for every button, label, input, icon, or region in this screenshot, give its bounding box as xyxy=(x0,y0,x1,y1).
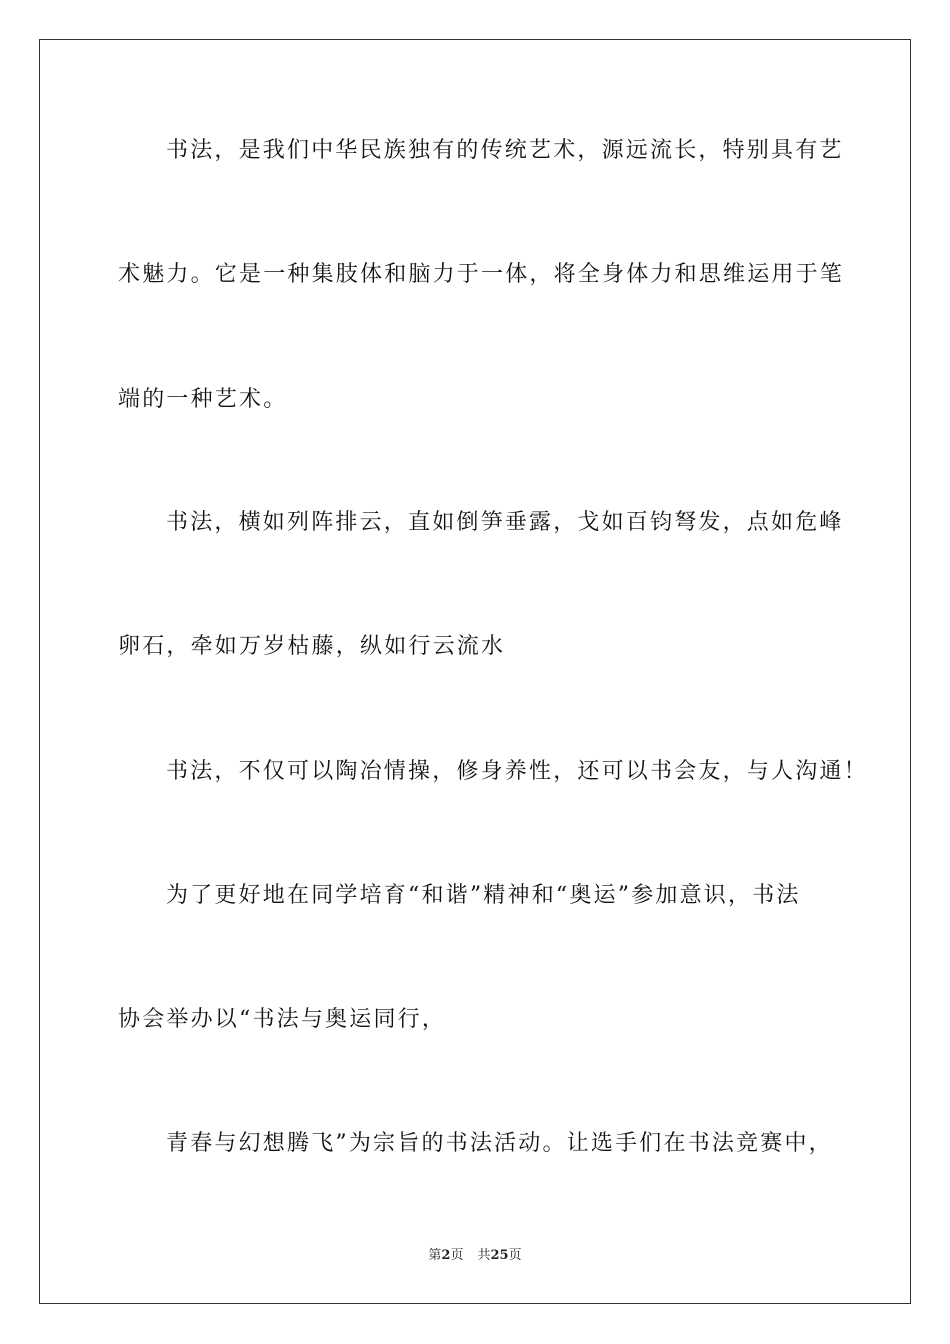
page-footer xyxy=(0,1247,950,1265)
footer-total-suffix: 页 xyxy=(508,1248,522,1263)
paragraph-1-line-3: 端的一种艺术。 xyxy=(118,387,288,412)
footer-page-number: 2 xyxy=(441,1248,451,1263)
paragraph-2-line-2: 卵石，牵如万岁枯藤，纵如行云流水 xyxy=(118,634,506,659)
footer-page-prefix: 第 xyxy=(428,1248,442,1263)
footer-total-pages: 25 xyxy=(490,1248,509,1263)
paragraph-2-line-1: 书法，横如列阵排云，直如倒笋垂露，戈如百钧弩发，点如危峰 xyxy=(166,510,844,535)
paragraph-1-line-1: 书法，是我们中华民族独有的传统艺术，源远流长，特别具有艺 xyxy=(166,138,844,163)
paragraph-4-line-2: 协会举办以“书法与奥运同行， xyxy=(118,1007,447,1032)
footer-page-suffix: 页 xyxy=(450,1248,464,1263)
footer-total-prefix: 共 xyxy=(477,1248,491,1263)
page-frame xyxy=(39,39,911,1304)
paragraph-5-line-1: 青春与幻想腾飞”为宗旨的书法活动。让选手们在书法竞赛中， xyxy=(166,1131,833,1156)
paragraph-4-line-1: 为了更好地在同学培育“和谐”精神和“奥运”参加意识，书法 xyxy=(166,883,801,908)
paragraph-1-line-2: 术魅力。它是一种集肢体和脑力于一体，将全身体力和思维运用于笔 xyxy=(118,262,845,287)
paragraph-3-line-1: 书法，不仅可以陶冶情操，修身养性，还可以书会友，与人沟通！ xyxy=(166,759,868,784)
